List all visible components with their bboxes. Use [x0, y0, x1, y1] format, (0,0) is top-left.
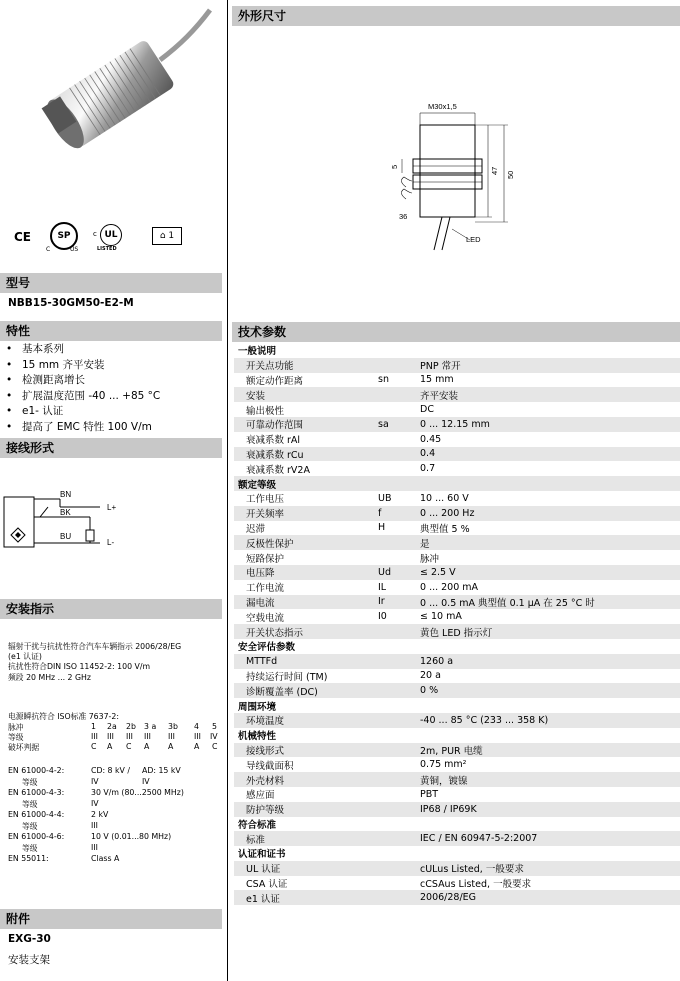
accessory-desc: 安装支架 [8, 954, 50, 966]
param-symbol [378, 550, 420, 565]
param-symbol: f [378, 506, 420, 521]
model-value: NBB15-30GM50-E2-M [8, 297, 134, 309]
table-section-row [234, 639, 680, 654]
param-name: 漏电流 [234, 595, 378, 610]
ul-logo-icon: UL [100, 224, 122, 246]
iso-row-label: 破坏判据 [8, 743, 40, 752]
table-section-row [234, 728, 680, 743]
dim-led-label: LED [466, 235, 481, 244]
section-title: 符合标准 [238, 819, 277, 831]
wire-bu-label: BU [60, 532, 72, 541]
param-value: IEC / EN 60947-5-2:2007 [420, 831, 680, 846]
iso-cell: IV [210, 732, 218, 741]
section-title: 认证和证书 [238, 849, 286, 861]
iso-cell: 4 [194, 722, 199, 731]
table-row [234, 890, 680, 905]
param-name: 安装 [234, 387, 378, 402]
param-symbol [378, 890, 420, 905]
param-symbol [378, 432, 420, 447]
param-value: 0.7 [420, 463, 436, 475]
dim-36-label: 36 [399, 212, 408, 221]
ul-listed-label: LISTED [97, 246, 117, 252]
param-value: 0 ... 200 Hz [420, 506, 680, 521]
param-name: 额定动作距离 [246, 375, 304, 387]
accessories-heading: 附件 [0, 909, 222, 929]
en-value: III [91, 821, 98, 830]
param-value: 0 ... 12.15 mm [420, 417, 680, 432]
param-symbol: UB [378, 492, 392, 504]
param-symbol: IL [378, 581, 387, 593]
iso-cell: III [144, 732, 151, 741]
emc-line: 辐射干扰与抗扰性符合汽车车辆指示 2006/28/EG [8, 642, 182, 651]
iso-cell: A [194, 742, 200, 751]
csa-left-label: C [46, 246, 51, 253]
en-value: III [91, 843, 98, 852]
en-name: EN 61000-4-3: [8, 788, 65, 797]
list-item: • 基本系列 [6, 342, 160, 358]
param-symbol [378, 876, 420, 891]
table-row [234, 373, 680, 388]
param-value: -40 ... 85 °C (233 ... 358 K) [420, 713, 680, 728]
table-row [234, 358, 680, 373]
table-row [234, 876, 680, 891]
iso-cell: III [168, 732, 175, 741]
en-value: IV [91, 777, 99, 786]
param-value: ≤ 10 mA [420, 611, 462, 623]
dim-47-label: 47 [490, 166, 499, 175]
section-title: 机械特性 [238, 731, 277, 743]
param-symbol [378, 802, 420, 817]
wire-lminus-label: L- [107, 538, 115, 547]
iso-cell: A [107, 742, 113, 751]
wiring-heading: 接线形式 [0, 438, 222, 458]
table-section-row [234, 476, 680, 491]
iso-cell: III [126, 732, 133, 741]
param-value: 1260 a [420, 654, 680, 669]
table-section-row [234, 698, 680, 713]
en-value: 2 kV [91, 810, 109, 819]
table-row [234, 787, 680, 802]
param-value: 0 ... 0.5 mA 典型值 0.1 µA 在 25 °C 时 [420, 595, 680, 610]
en-name: 等级 [22, 800, 38, 809]
list-item: • 扩展温度范围 -40 ... +85 °C [6, 389, 160, 405]
list-item: • 检测距离增长 [6, 373, 160, 389]
iso-cell: A [144, 742, 150, 751]
tech-heading: 技术参数 [232, 322, 680, 342]
dim-50-label: 50 [506, 170, 515, 179]
protection-class-box: ⌂ 1 [152, 227, 182, 245]
table-row [234, 432, 680, 447]
iso-cell: 3 a [144, 722, 157, 731]
param-value: cULus Listed, 一般要求 [420, 861, 680, 876]
sensor-product-image [20, 5, 220, 165]
param-symbol [378, 535, 420, 550]
param-name: 工作电流 [246, 583, 285, 595]
param-symbol [378, 387, 420, 402]
param-value: 10 ... 60 V [420, 492, 469, 504]
param-name: 衰减系数 rCu [234, 447, 378, 462]
table-section-row [234, 343, 680, 358]
en-name: EN 61000-4-2: [8, 766, 65, 775]
dim-thread-label: M30x1,5 [428, 102, 457, 111]
param-symbol [378, 757, 420, 772]
table-row [234, 654, 680, 669]
param-symbol [378, 669, 420, 684]
list-item: • 15 mm 齐平安装 [6, 358, 160, 374]
param-value: 0.45 [420, 433, 442, 445]
iso-cell: III [107, 732, 114, 741]
table-row [234, 669, 680, 684]
emc-line: (e1 认证) [8, 652, 42, 662]
wire-bn-label: BN [60, 490, 72, 499]
param-symbol [378, 447, 420, 462]
table-row [234, 447, 680, 462]
iso-cell: 1 [91, 722, 96, 731]
param-name: 短路保护 [246, 553, 285, 565]
param-symbol [378, 461, 420, 476]
install-heading: 安装指示 [0, 599, 222, 619]
param-value: 齐平安装 [420, 387, 680, 402]
en-name: EN 61000-4-4: [8, 810, 65, 819]
en-value: IV [91, 799, 99, 808]
en-name: EN 55011: [8, 854, 49, 863]
table-row [234, 387, 680, 402]
param-value: 脉冲 [420, 553, 440, 565]
param-name: 开关频率 [234, 506, 378, 521]
en-value: AD: 15 kV [142, 766, 181, 775]
tech-table [234, 343, 680, 905]
param-value: PBT [420, 788, 439, 800]
table-row [234, 802, 680, 817]
param-symbol [378, 861, 420, 876]
en-name: 等级 [22, 844, 38, 853]
table-row [234, 683, 680, 698]
iso-cell: C [91, 742, 97, 751]
table-row [234, 772, 680, 787]
table-row [234, 565, 680, 580]
iso-cell: 2b [126, 722, 136, 731]
ul-left-label: c [93, 230, 97, 238]
table-row [234, 491, 680, 506]
table-row [234, 595, 680, 610]
features-heading: 特性 [0, 321, 222, 341]
section-title: 额定等级 [234, 476, 680, 491]
param-name: UL 认证 [234, 861, 378, 876]
param-name: e1 认证 [234, 890, 378, 905]
param-value: 典型值 5 % [420, 523, 470, 535]
param-value: PNP 常开 [420, 358, 680, 373]
wire-bk-label: BK [60, 508, 71, 517]
table-row [234, 757, 680, 772]
emc-text-block [8, 642, 181, 683]
iso-cell: C [126, 742, 132, 751]
wiring-diagram [0, 485, 130, 555]
param-value: 0 % [420, 683, 680, 698]
en-name: 等级 [22, 778, 38, 787]
table-row [234, 521, 680, 536]
param-name: 迟滞 [246, 523, 266, 535]
param-symbol [378, 787, 420, 802]
param-value: cCSAus Listed, 一般要求 [420, 879, 532, 891]
param-name: 衰减系数 rAl [246, 435, 301, 447]
param-name: 感应面 [246, 790, 275, 802]
param-value: 20 a [420, 670, 441, 682]
table-row [234, 624, 680, 639]
param-value: 黄铜，镀镍 [420, 772, 680, 787]
en-value: IV [142, 777, 150, 786]
ce-mark-icon: CE [14, 230, 32, 244]
param-name: 衰减系数 rV2A [246, 464, 310, 476]
table-row [234, 402, 680, 417]
dimension-drawing [380, 95, 530, 255]
param-value: 0.4 [420, 447, 680, 462]
param-name: 可靠动作范围 [234, 417, 378, 432]
en-value: 30 V/m (80...2500 MHz) [91, 788, 184, 797]
param-name: 标准 [234, 831, 378, 846]
param-name: 输出极性 [246, 405, 285, 417]
param-value: 0 ... 200 mA [420, 581, 479, 593]
table-row [234, 506, 680, 521]
param-symbol: sn [378, 374, 389, 386]
param-symbol: Ir [378, 595, 420, 610]
param-symbol [378, 683, 420, 698]
param-name: 外壳材料 [234, 772, 378, 787]
param-name: 开关状态指示 [234, 624, 378, 639]
param-value: ≤ 2.5 V [420, 565, 680, 580]
param-value: 15 mm [420, 374, 454, 386]
table-row [234, 580, 680, 595]
param-symbol [378, 831, 420, 846]
table-section-row [234, 846, 680, 861]
iso-cell: III [194, 732, 201, 741]
table-row [234, 743, 680, 758]
accessory-item: EXG-30 [8, 933, 51, 945]
table-row [234, 550, 680, 565]
param-symbol [378, 624, 420, 639]
param-symbol: H [378, 522, 386, 534]
param-value: DC [420, 404, 434, 416]
table-row [234, 831, 680, 846]
iso-row-label: 等级 [8, 733, 24, 742]
param-value: 2m, PUR 电缆 [420, 743, 680, 758]
param-symbol [378, 654, 420, 669]
iso-cell: 5 [212, 722, 217, 731]
iso-cell: C [212, 742, 218, 751]
param-name: 持续运行时间 (TM) [246, 671, 328, 683]
list-item: • e1- 认证 [6, 404, 160, 420]
param-symbol [378, 358, 420, 373]
column-divider [227, 0, 228, 981]
param-name: 开关点功能 [234, 358, 378, 373]
param-name: 工作电压 [246, 494, 285, 506]
table-row [234, 609, 680, 624]
param-name: 环境温度 [234, 713, 378, 728]
param-symbol: Ud [378, 565, 420, 580]
iso-row-label: 脉冲 [8, 723, 24, 732]
iso-cell: 2a [107, 722, 117, 731]
table-row [234, 861, 680, 876]
param-symbol [378, 772, 420, 787]
iso-cell: 3b [168, 722, 178, 731]
wire-lplus-label: L+ [107, 503, 117, 512]
param-value: 黄色 LED 指示灯 [420, 624, 680, 639]
param-name: 空载电流 [246, 612, 285, 624]
en-value: Class A [91, 854, 120, 863]
param-value: 0.75 mm² [420, 759, 467, 771]
section-title: 安全评估参数 [238, 642, 296, 654]
param-name: MTTFd [234, 654, 378, 669]
en-name: EN 61000-4-6: [8, 832, 65, 841]
en-value: 10 V (0.01...80 MHz) [91, 832, 172, 841]
table-row [234, 461, 680, 476]
table-row [234, 713, 680, 728]
param-value: 2006/28/EG [420, 890, 680, 905]
table-row [234, 417, 680, 432]
iso-cell: A [168, 742, 174, 751]
list-item: • 提高了 EMC 特性 100 V/m [6, 420, 160, 436]
section-title: 一般说明 [238, 346, 277, 358]
param-name: 接线形式 [234, 743, 378, 758]
en-value: CD: 8 kV / [91, 766, 130, 775]
section-title: 周围环境 [238, 701, 277, 713]
param-name: 导线截面积 [246, 760, 294, 772]
param-symbol [378, 713, 420, 728]
csa-logo-icon: SP [50, 222, 78, 250]
param-symbol [378, 743, 420, 758]
param-name: 电压降 [234, 565, 378, 580]
features-list [6, 342, 160, 435]
param-symbol [378, 402, 420, 417]
param-name: CSA 认证 [246, 879, 288, 891]
model-heading: 型号 [0, 273, 222, 293]
param-name: 防护等级 [234, 802, 378, 817]
param-symbol: sa [378, 417, 420, 432]
csa-right-label: US [70, 246, 79, 253]
param-value: IP68 / IP69K [420, 802, 680, 817]
table-row [234, 535, 680, 550]
param-value: 是 [420, 535, 680, 550]
dim-5-label: 5 [390, 164, 399, 169]
emc-line: 抗扰性符合DIN ISO 11452-2: 100 V/m [8, 662, 151, 672]
emc-line: 频段 20 MHz ... 2 GHz [8, 672, 91, 682]
param-symbol: I0 [378, 611, 387, 623]
iso-cell: III [91, 732, 98, 741]
dimensions-heading: 外形尺寸 [232, 6, 680, 26]
iso-title: 电源瞬抗符合 ISO标准 7637-2: [8, 712, 119, 721]
param-name: 诊断覆盖率 (DC) [234, 683, 378, 698]
table-section-row [234, 817, 680, 832]
en-name: 等级 [22, 822, 38, 831]
param-name: 反极性保护 [234, 535, 378, 550]
